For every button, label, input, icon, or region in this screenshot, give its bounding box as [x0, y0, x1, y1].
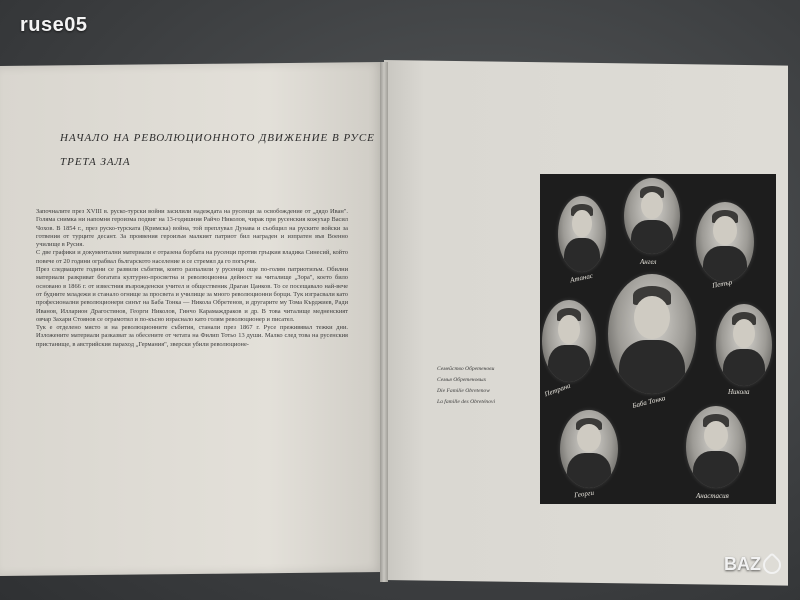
portrait-baba-tonka	[608, 274, 696, 394]
portrait-atanas	[558, 196, 606, 272]
body-text	[36, 208, 348, 349]
paragraph: Започналите през XVIII в. руско-турски войни засилили надеждата на русенци за освобождение от „дядо Иван". Голяма снимка ни напомня героизма подвиг на 13-годишния Райчо Николов, чирак при русенския кожухар Васил Чохов. В 1854 г., през руско-турската (Кримска) война, той преплувал Дунава и съобщил на руските войски за готвения от турците десант. За проявения героизъм малкият патриот бил награден и изпратен във Военно училище в Русия.	[36, 208, 348, 249]
portrait-label: Баба Тонка	[631, 394, 667, 410]
pin-icon	[759, 552, 784, 577]
watermark-bottom	[724, 554, 781, 575]
caption-russian: Семья Обретеновых	[437, 377, 487, 383]
caption-bulgarian: Семейство Обретенови	[437, 366, 495, 372]
portrait-label: Петър	[711, 278, 733, 290]
portrait-angel	[624, 178, 680, 254]
portrait-label: Анастасия	[696, 492, 729, 500]
portrait-label: Петрана	[543, 381, 572, 399]
book-spine	[380, 62, 388, 582]
caption-german: Die Familie Obretenow	[437, 388, 490, 394]
open-book	[0, 52, 800, 592]
portrait-label: Никола	[728, 388, 750, 396]
family-photo-plate	[540, 174, 776, 504]
portrait-anastasia	[686, 406, 746, 488]
portrait-petrana	[542, 300, 596, 382]
watermark-text: BAZ	[724, 554, 761, 574]
paragraph: С две графики и документални материали е отразена борбата на русенци против гръцкия владика Синесий, който повече от 20 години ограбвал българското население и се стремял да го погърчи.	[36, 249, 348, 265]
portrait-georgi	[560, 410, 618, 488]
portrait-label: Ангел	[640, 258, 657, 266]
portrait-nikola	[716, 304, 772, 386]
photo-caption	[437, 364, 547, 408]
portrait-label: Георги	[573, 488, 595, 500]
watermark-top: ruse05	[20, 14, 88, 36]
section-heading	[60, 126, 380, 174]
portrait-label: Атанас	[569, 271, 594, 285]
page-subtitle: ТРЕТА ЗАЛА	[60, 156, 131, 168]
caption-french: La famille des Obreténovi	[437, 399, 496, 405]
paragraph: Тук е отделено място и на революционните събития, станали през 1867 г. Русе преживявал тежки дни. Изложените материали разказват за обесените от четата на Филип Тотьо 13 души. Малко след това на русенския пристанище, в австрийския параход „Германия", зверски убили революционе-	[36, 324, 348, 348]
paragraph: През следващите години се развили събития, които разпалили у русенци още по-голям патриотизъм. Обилни материали разкриват богатата културно-просветна и революционна дейност на читалище „Зора", което било основано в 1866 г. от известния възрожденски учител и общественик Драган Цанков. То се посещавало най-вече от будните младежи и станало огнище за просвета и училище за много революционни борци. Тук изграсвали като професионални революционери синът на Баба Тонка — Никола Обретенов, и другарите му Тома Кърджиев, Ради Иванов, Илларион Драгостинов, Георги Николов, Гинчо Карамаждраков и др. В това читалище медненският овчар Захари Стоянов се ограмотил и по-късно израснало като голям революционер и писател.	[36, 266, 348, 323]
page-title: НАЧАЛО НА РЕВОЛЮЦИОННОТО ДВИЖЕНИЕ В РУСЕ	[60, 132, 375, 144]
portrait-petar	[696, 202, 754, 282]
